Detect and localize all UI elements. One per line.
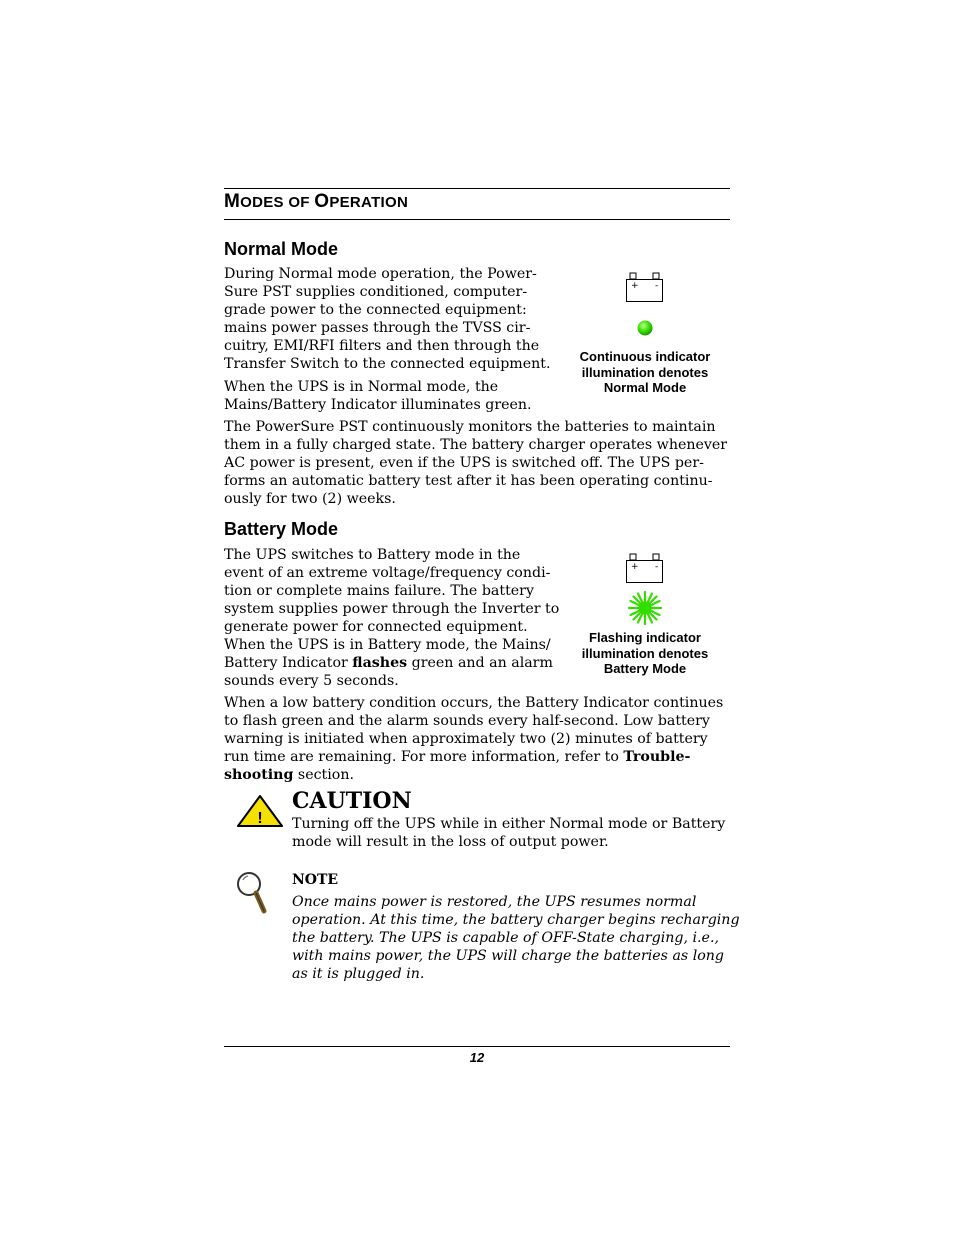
normal-mode-caption: Continuous indicator illumination denotes Normal Mode [579,349,711,395]
battery-mode-paragraph-1: The UPS switches to Battery mode in the event of an extreme voltage/frequency condi- tion or complete mains failure. The battery system supplies power through the Inverter to generate power for connected equipment. When the UPS is in Battery mode, the Mains/ Battery Indicator flashes green and an alarm sounds every 5 seconds. [224,547,560,689]
warning-glyph: ! [257,810,263,827]
battery-plus-label: + [631,281,639,291]
footer-rule [224,1046,730,1047]
battery-minus-label: - [655,562,659,572]
battery-plus-label: + [631,562,639,572]
normal-mode-paragraph-3: The PowerSure PST continuously monitors the batteries to maintain them in a fully charged state. The battery charger operates whenever AC power is present, even if the UPS is switched off. The UPS per- forms an automatic battery test after it has been operating continu- ously for two (2) weeks. [224,419,728,507]
normal-mode-paragraph-2: When the UPS is in Normal mode, the Mains/Battery Indicator illuminates green. [224,379,532,413]
battery-icon-battery-mode [624,553,666,585]
note-text: Once mains power is restored, the UPS resumes normal operation. At this time, the battery charger begins recharging the battery. The UPS is capable of OFF-State charging, i.e., with mains power, the UPS will charge the batteries as long as it is plugged in. [292,894,740,982]
battery-mode-caption: Flashing indicator illumination denotes Battery Mode [581,630,709,676]
battery-icon-normal [624,272,666,304]
magnifier-icon [236,871,270,915]
battery-mode-heading: Battery Mode [224,519,339,539]
steady-indicator-icon [636,319,654,337]
note-title: NOTE [292,872,339,888]
flashing-indicator-icon [627,590,663,626]
section-top-rule [224,188,730,189]
caution-text: Turning off the UPS while in either Normal mode or Battery mode will result in the loss of output power. [292,816,726,850]
warning-triangle-icon [236,794,284,828]
page-number: 12 [469,1050,485,1065]
battery-mode-paragraph-2: When a low battery condition occurs, the Battery Indicator continues to flash green and the alarm sounds every half-second. Low battery warning is initiated when approximately two (2) minutes of battery run time are remaining. For more information, refer to Trouble- shooting section. [224,695,724,783]
normal-mode-paragraph-1: During Normal mode operation, the Power- Sure PST supplies conditioned, computer- grade power to the connected equipment: mains power passes through the TVSS cir- cuitry, EMI/RFI filters and then through the Transfer Switch to the connected equipment. [224,266,551,372]
normal-mode-heading: Normal Mode [224,239,339,259]
section-title: MODES OF OPERATION [224,191,409,212]
caution-title: CAUTION [292,788,412,814]
section-bottom-rule [224,219,730,220]
battery-minus-label: - [655,281,659,291]
